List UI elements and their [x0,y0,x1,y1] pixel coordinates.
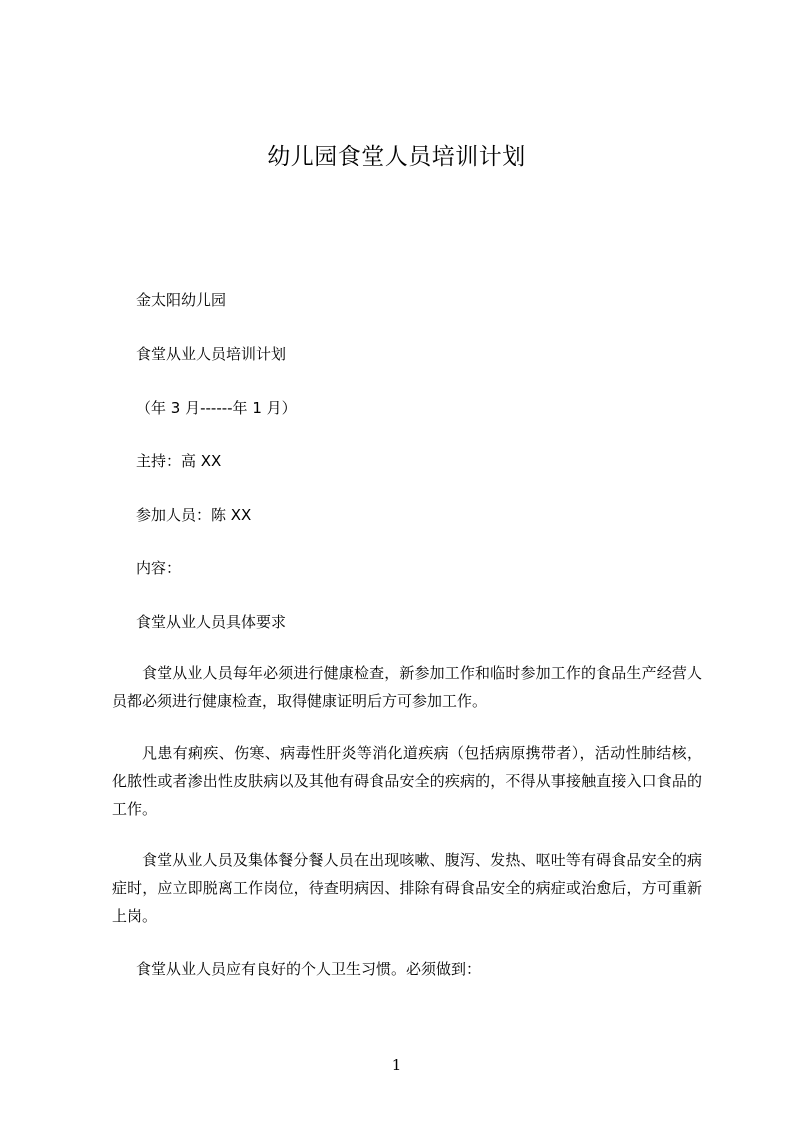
plan-period: （年 3 月------年 1 月） [136,399,297,417]
section-heading: 食堂从业人员具体要求 [136,613,287,631]
closing-line: 食堂从业人员应有良好的个人卫生习惯。必须做到： [136,960,482,978]
page-number: 1 [391,1056,402,1074]
school-name: 金太阳幼儿园 [136,291,227,309]
document-title: 幼儿园食堂人员培训计划 [267,144,526,170]
paragraph-health-check: 食堂从业人员每年必须进行健康检查，新参加工作和临时参加工作的食品生产经营人员都必须进行健康检查，取得健康证明后方可参加工作。 [112,664,702,710]
paragraph-symptom-leave: 食堂从业人员及集体餐分餐人员在出现咳嗽、腹泻、发热、呕吐等有碍食品安全的病症时，应立即脱离工作岗位，待查明病因、排除有碍食品安全的病症或治愈后，方可重新上岗。 [112,851,702,925]
content-label: 内容： [136,559,182,577]
host-line: 主持：高 XX [136,452,222,470]
participants-line: 参加人员：陈 XX [136,506,252,524]
paragraph-disease-restriction: 凡患有痢疾、伤寒、病毒性肝炎等消化道疾病（包括病原携带者），活动性肺结核，化脓性或者渗出性皮肤病以及其他有碍食品安全的疾病的，不得从事接触直接入口食品的工作。 [112,744,702,818]
plan-name: 食堂从业人员培训计划 [136,345,287,363]
